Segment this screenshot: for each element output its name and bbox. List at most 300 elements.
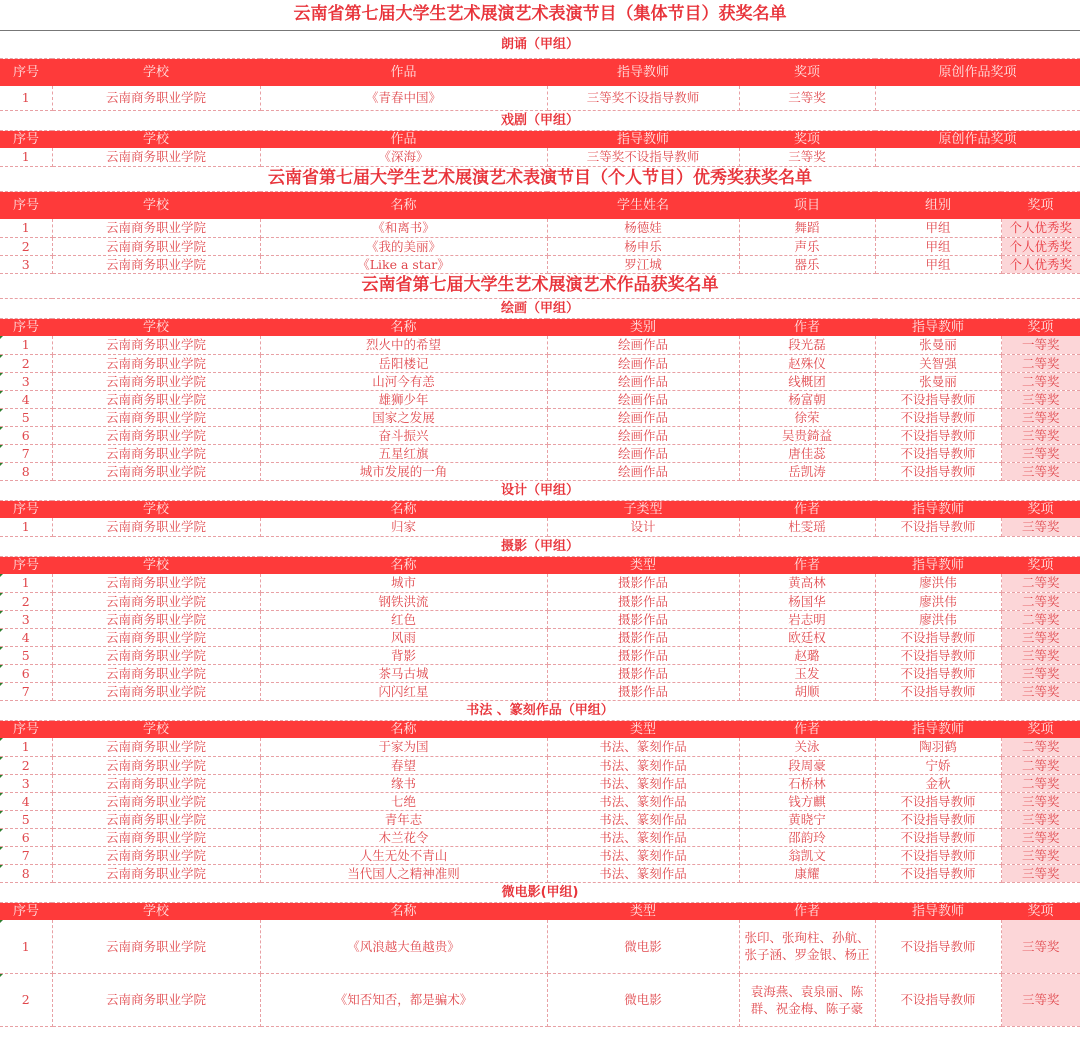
table-cell: 1 bbox=[0, 574, 52, 592]
column-header: 指导教师 bbox=[875, 720, 1001, 738]
table-cell: 《我的美丽》 bbox=[260, 237, 547, 255]
collective-title bbox=[0, 0, 1080, 30]
column-header: 指导教师 bbox=[547, 58, 739, 86]
column-header: 作品 bbox=[260, 130, 547, 148]
table-cell: 绘画作品 bbox=[547, 444, 739, 462]
table-cell: 2 bbox=[0, 237, 52, 255]
award-cell: 二等奖 bbox=[1001, 592, 1080, 610]
table-cell: 于家为国 bbox=[260, 738, 547, 756]
award-cell: 二等奖 bbox=[1001, 372, 1080, 390]
collective-title-text: 云南省第七届大学生艺术展演艺术表演节目（集体节目）获奖名单 bbox=[0, 0, 1080, 30]
column-header: 名称 bbox=[260, 500, 547, 518]
table-cell: 钢铁洪流 bbox=[260, 592, 547, 610]
table-cell: 云南商务职业学院 bbox=[52, 336, 260, 354]
table-cell: 山河今有恙 bbox=[260, 372, 547, 390]
table-row bbox=[0, 354, 1080, 372]
table-cell: 岳阳楼记 bbox=[260, 354, 547, 372]
table-cell: 云南商务职业学院 bbox=[52, 628, 260, 646]
table-row bbox=[0, 646, 1080, 664]
award-cell: 三等奖 bbox=[1001, 426, 1080, 444]
award-cell: 三等奖 bbox=[1001, 628, 1080, 646]
table-cell: 雄狮少年 bbox=[260, 390, 547, 408]
table-row bbox=[0, 864, 1080, 882]
award-cell: 二等奖 bbox=[1001, 774, 1080, 792]
table-cell: 5 bbox=[0, 810, 52, 828]
table-cell bbox=[875, 86, 1080, 110]
column-header: 学生姓名 bbox=[547, 191, 739, 219]
table-cell: 唐佳蕊 bbox=[739, 444, 875, 462]
column-header: 学校 bbox=[52, 130, 260, 148]
table-cell: 《和离书》 bbox=[260, 219, 547, 237]
section-subtitle bbox=[0, 700, 1080, 720]
table-cell: 4 bbox=[0, 628, 52, 646]
table-cell: 线概团 bbox=[739, 372, 875, 390]
table-cell: 缘书 bbox=[260, 774, 547, 792]
table-cell: 1 bbox=[0, 920, 52, 973]
table-cell: 云南商务职业学院 bbox=[52, 148, 260, 166]
table-cell: 春望 bbox=[260, 756, 547, 774]
table-row bbox=[0, 920, 1080, 973]
table-cell: 《深海》 bbox=[260, 148, 547, 166]
award-cell: 三等奖 bbox=[1001, 444, 1080, 462]
table-cell: 云南商务职业学院 bbox=[52, 592, 260, 610]
table-cell: 关泳 bbox=[739, 738, 875, 756]
table-cell: 3 bbox=[0, 774, 52, 792]
award-cell: 个人优秀奖 bbox=[1001, 237, 1080, 255]
table-cell: 不设指导教师 bbox=[875, 628, 1001, 646]
table-cell: 2 bbox=[0, 354, 52, 372]
table-cell: 云南商务职业学院 bbox=[52, 973, 260, 1026]
table-row bbox=[0, 756, 1080, 774]
column-header: 奖项 bbox=[1001, 318, 1080, 336]
award-cell: 三等奖 bbox=[1001, 864, 1080, 882]
table-cell: 绘画作品 bbox=[547, 426, 739, 444]
award-cell: 三等奖 bbox=[1001, 973, 1080, 1026]
table-cell: 杨富朝 bbox=[739, 390, 875, 408]
table-row bbox=[0, 738, 1080, 756]
table-cell: 声乐 bbox=[739, 237, 875, 255]
table-cell: 烈火中的希望 bbox=[260, 336, 547, 354]
award-cell: 三等奖 bbox=[1001, 408, 1080, 426]
table-cell: 7 bbox=[0, 444, 52, 462]
column-header: 奖项 bbox=[1001, 191, 1080, 219]
table-cell: 书法、篆刻作品 bbox=[547, 810, 739, 828]
table-row bbox=[0, 148, 1080, 166]
table-cell: 不设指导教师 bbox=[875, 828, 1001, 846]
section-subtitle-text: 书法 、篆刻作品（甲组） bbox=[0, 700, 1080, 720]
table-cell: 玉发 bbox=[739, 664, 875, 682]
table-cell: 7 bbox=[0, 682, 52, 700]
table-cell: 段周豪 bbox=[739, 756, 875, 774]
column-header: 序号 bbox=[0, 191, 52, 219]
table-cell: 摄影作品 bbox=[547, 592, 739, 610]
table-cell: 云南商务职业学院 bbox=[52, 792, 260, 810]
table-cell: 设计 bbox=[547, 518, 739, 536]
table-row bbox=[0, 664, 1080, 682]
table-cell: 5 bbox=[0, 408, 52, 426]
table-cell: 归家 bbox=[260, 518, 547, 536]
artworks-title-text: 云南省第七届大学生艺术展演艺术作品获奖名单 bbox=[0, 273, 1080, 298]
table-cell: 红色 bbox=[260, 610, 547, 628]
table-cell: 胡顺 bbox=[739, 682, 875, 700]
table-cell: 云南商务职业学院 bbox=[52, 646, 260, 664]
table-cell: 黄晓宁 bbox=[739, 810, 875, 828]
table-cell: 绘画作品 bbox=[547, 372, 739, 390]
table-cell: 赵璐 bbox=[739, 646, 875, 664]
column-header: 奖项 bbox=[739, 58, 875, 86]
table-row bbox=[0, 390, 1080, 408]
column-header: 作者 bbox=[739, 720, 875, 738]
section-subtitle-text: 朗诵（甲组） bbox=[0, 30, 1080, 58]
table-cell: 不设指导教师 bbox=[875, 390, 1001, 408]
table-cell: 不设指导教师 bbox=[875, 973, 1001, 1026]
table-cell: 木兰花令 bbox=[260, 828, 547, 846]
column-header: 作者 bbox=[739, 500, 875, 518]
column-header: 学校 bbox=[52, 318, 260, 336]
table-cell: 书法、篆刻作品 bbox=[547, 846, 739, 864]
award-cell: 二等奖 bbox=[1001, 756, 1080, 774]
table-cell: 甲组 bbox=[875, 237, 1001, 255]
column-header: 序号 bbox=[0, 318, 52, 336]
column-header: 学校 bbox=[52, 720, 260, 738]
table-cell: 云南商务职业学院 bbox=[52, 756, 260, 774]
table-cell: 金秋 bbox=[875, 774, 1001, 792]
award-cell: 三等奖 bbox=[1001, 518, 1080, 536]
award-cell: 二等奖 bbox=[1001, 574, 1080, 592]
table-row bbox=[0, 86, 1080, 110]
table-cell: 书法、篆刻作品 bbox=[547, 792, 739, 810]
table-cell: 康耀 bbox=[739, 864, 875, 882]
table-cell: 三等奖不设指导教师 bbox=[547, 86, 739, 110]
table-cell: 茶马古城 bbox=[260, 664, 547, 682]
table-row bbox=[0, 219, 1080, 237]
award-cell: 二等奖 bbox=[1001, 610, 1080, 628]
table-cell: 甲组 bbox=[875, 219, 1001, 237]
table-cell: 云南商务职业学院 bbox=[52, 426, 260, 444]
table-cell: 陶羽鹤 bbox=[875, 738, 1001, 756]
table-cell: 《风浪越大鱼越贵》 bbox=[260, 920, 547, 973]
table-cell: 翁凯文 bbox=[739, 846, 875, 864]
table-cell: 云南商务职业学院 bbox=[52, 864, 260, 882]
table-cell: 不设指导教师 bbox=[875, 682, 1001, 700]
column-header: 指导教师 bbox=[875, 500, 1001, 518]
table-cell: 不设指导教师 bbox=[875, 408, 1001, 426]
table-cell: 当代国人之精神准则 bbox=[260, 864, 547, 882]
table-row bbox=[0, 682, 1080, 700]
table-cell: 徐荣 bbox=[739, 408, 875, 426]
award-cell: 三等奖 bbox=[1001, 646, 1080, 664]
table-cell: 微电影 bbox=[547, 973, 739, 1026]
section-subtitle bbox=[0, 882, 1080, 902]
column-header: 学校 bbox=[52, 500, 260, 518]
table-row bbox=[0, 237, 1080, 255]
table-cell: 石桥林 bbox=[739, 774, 875, 792]
table-row bbox=[0, 973, 1080, 1026]
table-cell: 云南商务职业学院 bbox=[52, 664, 260, 682]
column-header: 作者 bbox=[739, 318, 875, 336]
artworks-title bbox=[0, 273, 1080, 298]
column-header: 学校 bbox=[52, 191, 260, 219]
table-cell: 摄影作品 bbox=[547, 628, 739, 646]
table-cell: 云南商务职业学院 bbox=[52, 828, 260, 846]
award-cell: 一等奖 bbox=[1001, 336, 1080, 354]
table-header-row bbox=[0, 902, 1080, 920]
column-header: 序号 bbox=[0, 500, 52, 518]
table-cell: 《Like a star》 bbox=[260, 255, 547, 273]
table-cell: 1 bbox=[0, 86, 52, 110]
table-cell: 宁娇 bbox=[875, 756, 1001, 774]
table-cell: 五星红旗 bbox=[260, 444, 547, 462]
table-cell: 云南商务职业学院 bbox=[52, 518, 260, 536]
table-cell: 6 bbox=[0, 664, 52, 682]
section-subtitle bbox=[0, 536, 1080, 556]
table-cell: 绘画作品 bbox=[547, 462, 739, 480]
table-cell: 不设指导教师 bbox=[875, 792, 1001, 810]
table-cell: 绘画作品 bbox=[547, 390, 739, 408]
table-header-row bbox=[0, 500, 1080, 518]
table-cell: 3 bbox=[0, 372, 52, 390]
table-cell: 罗江城 bbox=[547, 255, 739, 273]
column-header: 名称 bbox=[260, 902, 547, 920]
column-header: 名称 bbox=[260, 720, 547, 738]
table-cell: 云南商务职业学院 bbox=[52, 920, 260, 973]
table-cell: 云南商务职业学院 bbox=[52, 86, 260, 110]
table-cell: 云南商务职业学院 bbox=[52, 774, 260, 792]
award-cell: 个人优秀奖 bbox=[1001, 219, 1080, 237]
table-cell: 张印、张珣柱、孙航、张子涵、罗金银、杨正 bbox=[739, 920, 875, 973]
table-cell: 微电影 bbox=[547, 920, 739, 973]
column-header: 序号 bbox=[0, 902, 52, 920]
table-header-row bbox=[0, 556, 1080, 574]
table-row bbox=[0, 846, 1080, 864]
table-cell: 不设指导教师 bbox=[875, 810, 1001, 828]
table-cell: 绘画作品 bbox=[547, 354, 739, 372]
column-header: 子类型 bbox=[547, 500, 739, 518]
table-cell: 云南商务职业学院 bbox=[52, 574, 260, 592]
table-cell: 4 bbox=[0, 390, 52, 408]
column-header: 指导教师 bbox=[547, 130, 739, 148]
table-cell: 邵韵玲 bbox=[739, 828, 875, 846]
award-cell: 二等奖 bbox=[1001, 738, 1080, 756]
table-row bbox=[0, 518, 1080, 536]
table-cell: 1 bbox=[0, 738, 52, 756]
column-header: 奖项 bbox=[1001, 720, 1080, 738]
table-cell: 三等奖 bbox=[739, 86, 875, 110]
column-header: 序号 bbox=[0, 720, 52, 738]
table-cell: 8 bbox=[0, 864, 52, 882]
table-row bbox=[0, 592, 1080, 610]
table-row bbox=[0, 444, 1080, 462]
table-cell: 欧廷权 bbox=[739, 628, 875, 646]
table-cell: 4 bbox=[0, 792, 52, 810]
table-cell: 云南商务职业学院 bbox=[52, 610, 260, 628]
table-cell: 城市发展的一角 bbox=[260, 462, 547, 480]
section-subtitle bbox=[0, 110, 1080, 130]
table-row bbox=[0, 774, 1080, 792]
table-cell: 摄影作品 bbox=[547, 682, 739, 700]
table-row bbox=[0, 462, 1080, 480]
column-header: 学校 bbox=[52, 58, 260, 86]
column-header: 作者 bbox=[739, 556, 875, 574]
table-cell: 云南商务职业学院 bbox=[52, 462, 260, 480]
table-cell: 不设指导教师 bbox=[875, 646, 1001, 664]
table-cell: 袁海燕、袁泉丽、陈群、祝金梅、陈子豪 bbox=[739, 973, 875, 1026]
table-cell: 三等奖 bbox=[739, 148, 875, 166]
table-cell: 国家之发展 bbox=[260, 408, 547, 426]
table-cell: 书法、篆刻作品 bbox=[547, 828, 739, 846]
award-cell: 个人优秀奖 bbox=[1001, 255, 1080, 273]
table-cell: 8 bbox=[0, 462, 52, 480]
table-cell: 奋斗振兴 bbox=[260, 426, 547, 444]
section-subtitle bbox=[0, 298, 1080, 318]
table-cell: 城市 bbox=[260, 574, 547, 592]
column-header: 奖项 bbox=[1001, 902, 1080, 920]
table-cell: 不设指导教师 bbox=[875, 664, 1001, 682]
table-cell: 杨德娃 bbox=[547, 219, 739, 237]
table-cell: 书法、篆刻作品 bbox=[547, 774, 739, 792]
column-header: 组别 bbox=[875, 191, 1001, 219]
section-subtitle bbox=[0, 30, 1080, 58]
column-header: 作品 bbox=[260, 58, 547, 86]
award-cell: 三等奖 bbox=[1001, 390, 1080, 408]
table-cell: 云南商务职业学院 bbox=[52, 408, 260, 426]
table-cell: 摄影作品 bbox=[547, 664, 739, 682]
individual-title bbox=[0, 166, 1080, 191]
table-cell: 5 bbox=[0, 646, 52, 664]
table-cell: 书法、篆刻作品 bbox=[547, 738, 739, 756]
table-row bbox=[0, 574, 1080, 592]
table-cell: 绘画作品 bbox=[547, 408, 739, 426]
table-cell: 1 bbox=[0, 518, 52, 536]
table-row bbox=[0, 628, 1080, 646]
column-header: 类别 bbox=[547, 318, 739, 336]
column-header: 序号 bbox=[0, 58, 52, 86]
table-cell: 不设指导教师 bbox=[875, 846, 1001, 864]
table-cell: 不设指导教师 bbox=[875, 920, 1001, 973]
table-cell: 2 bbox=[0, 592, 52, 610]
table-cell: 钱方麒 bbox=[739, 792, 875, 810]
table-cell: 廖洪伟 bbox=[875, 610, 1001, 628]
table-header-row bbox=[0, 191, 1080, 219]
table-cell: 绘画作品 bbox=[547, 336, 739, 354]
award-cell: 三等奖 bbox=[1001, 462, 1080, 480]
table-cell: 吴贵錡益 bbox=[739, 426, 875, 444]
table-row bbox=[0, 792, 1080, 810]
table-cell: 张曼丽 bbox=[875, 372, 1001, 390]
table-cell: 青年志 bbox=[260, 810, 547, 828]
table-cell: 云南商务职业学院 bbox=[52, 444, 260, 462]
table-cell: 3 bbox=[0, 610, 52, 628]
table-cell: 摄影作品 bbox=[547, 610, 739, 628]
table-header-row bbox=[0, 130, 1080, 148]
table-cell: 6 bbox=[0, 426, 52, 444]
table-cell: 不设指导教师 bbox=[875, 426, 1001, 444]
column-header: 奖项 bbox=[739, 130, 875, 148]
table-row bbox=[0, 408, 1080, 426]
award-cell: 三等奖 bbox=[1001, 664, 1080, 682]
table-cell: 书法、篆刻作品 bbox=[547, 864, 739, 882]
table-cell: 段光磊 bbox=[739, 336, 875, 354]
table-cell: 6 bbox=[0, 828, 52, 846]
table-cell: 2 bbox=[0, 973, 52, 1026]
column-header: 类型 bbox=[547, 720, 739, 738]
table-cell: 风雨 bbox=[260, 628, 547, 646]
section-subtitle bbox=[0, 480, 1080, 500]
table-cell: 黄高林 bbox=[739, 574, 875, 592]
table-cell: 岩志明 bbox=[739, 610, 875, 628]
table-cell: 摄影作品 bbox=[547, 646, 739, 664]
table-cell: 不设指导教师 bbox=[875, 864, 1001, 882]
column-header: 类型 bbox=[547, 556, 739, 574]
table-header-row bbox=[0, 318, 1080, 336]
table-cell: 不设指导教师 bbox=[875, 462, 1001, 480]
individual-title-text: 云南省第七届大学生艺术展演艺术表演节目（个人节目）优秀奖获奖名单 bbox=[0, 166, 1080, 191]
table-cell: 《青春中国》 bbox=[260, 86, 547, 110]
section-subtitle-text: 绘画（甲组） bbox=[0, 298, 1080, 318]
column-header: 名称 bbox=[260, 318, 547, 336]
column-header: 指导教师 bbox=[875, 902, 1001, 920]
section-subtitle-text: 摄影（甲组） bbox=[0, 536, 1080, 556]
table-row bbox=[0, 336, 1080, 354]
table-cell: 三等奖不设指导教师 bbox=[547, 148, 739, 166]
table-row bbox=[0, 810, 1080, 828]
column-header: 学校 bbox=[52, 556, 260, 574]
table-cell: 背影 bbox=[260, 646, 547, 664]
column-header: 作者 bbox=[739, 902, 875, 920]
column-header: 奖项 bbox=[1001, 556, 1080, 574]
table-cell: 张曼丽 bbox=[875, 336, 1001, 354]
table-cell: 3 bbox=[0, 255, 52, 273]
table-cell bbox=[875, 148, 1080, 166]
table-cell: 杨国华 bbox=[739, 592, 875, 610]
table-cell: 《知否知否，都是骗术》 bbox=[260, 973, 547, 1026]
award-cell: 三等奖 bbox=[1001, 810, 1080, 828]
column-header: 指导教师 bbox=[875, 556, 1001, 574]
table-row bbox=[0, 372, 1080, 390]
award-cell: 三等奖 bbox=[1001, 828, 1080, 846]
table-cell: 云南商务职业学院 bbox=[52, 738, 260, 756]
table-cell: 云南商务职业学院 bbox=[52, 354, 260, 372]
column-header: 原创作品奖项 bbox=[875, 58, 1080, 86]
table-cell: 云南商务职业学院 bbox=[52, 237, 260, 255]
table-header-row bbox=[0, 720, 1080, 738]
table-cell: 不设指导教师 bbox=[875, 444, 1001, 462]
table-cell: 1 bbox=[0, 148, 52, 166]
award-cell: 二等奖 bbox=[1001, 354, 1080, 372]
table-cell: 不设指导教师 bbox=[875, 518, 1001, 536]
table-cell: 廖洪伟 bbox=[875, 574, 1001, 592]
table-cell: 闪闪红星 bbox=[260, 682, 547, 700]
table-cell: 书法、篆刻作品 bbox=[547, 756, 739, 774]
table-cell: 甲组 bbox=[875, 255, 1001, 273]
table-row bbox=[0, 426, 1080, 444]
column-header: 序号 bbox=[0, 130, 52, 148]
column-header: 学校 bbox=[52, 902, 260, 920]
table-cell: 云南商务职业学院 bbox=[52, 390, 260, 408]
column-header: 原创作品奖项 bbox=[875, 130, 1080, 148]
award-cell: 三等奖 bbox=[1001, 792, 1080, 810]
column-header: 序号 bbox=[0, 556, 52, 574]
table-cell: 1 bbox=[0, 336, 52, 354]
section-subtitle-text: 设计（甲组） bbox=[0, 480, 1080, 500]
column-header: 名称 bbox=[260, 556, 547, 574]
table-cell: 人生无处不青山 bbox=[260, 846, 547, 864]
table-cell: 七绝 bbox=[260, 792, 547, 810]
award-cell: 三等奖 bbox=[1001, 920, 1080, 973]
award-cell: 三等奖 bbox=[1001, 846, 1080, 864]
table-row bbox=[0, 255, 1080, 273]
award-cell: 三等奖 bbox=[1001, 682, 1080, 700]
